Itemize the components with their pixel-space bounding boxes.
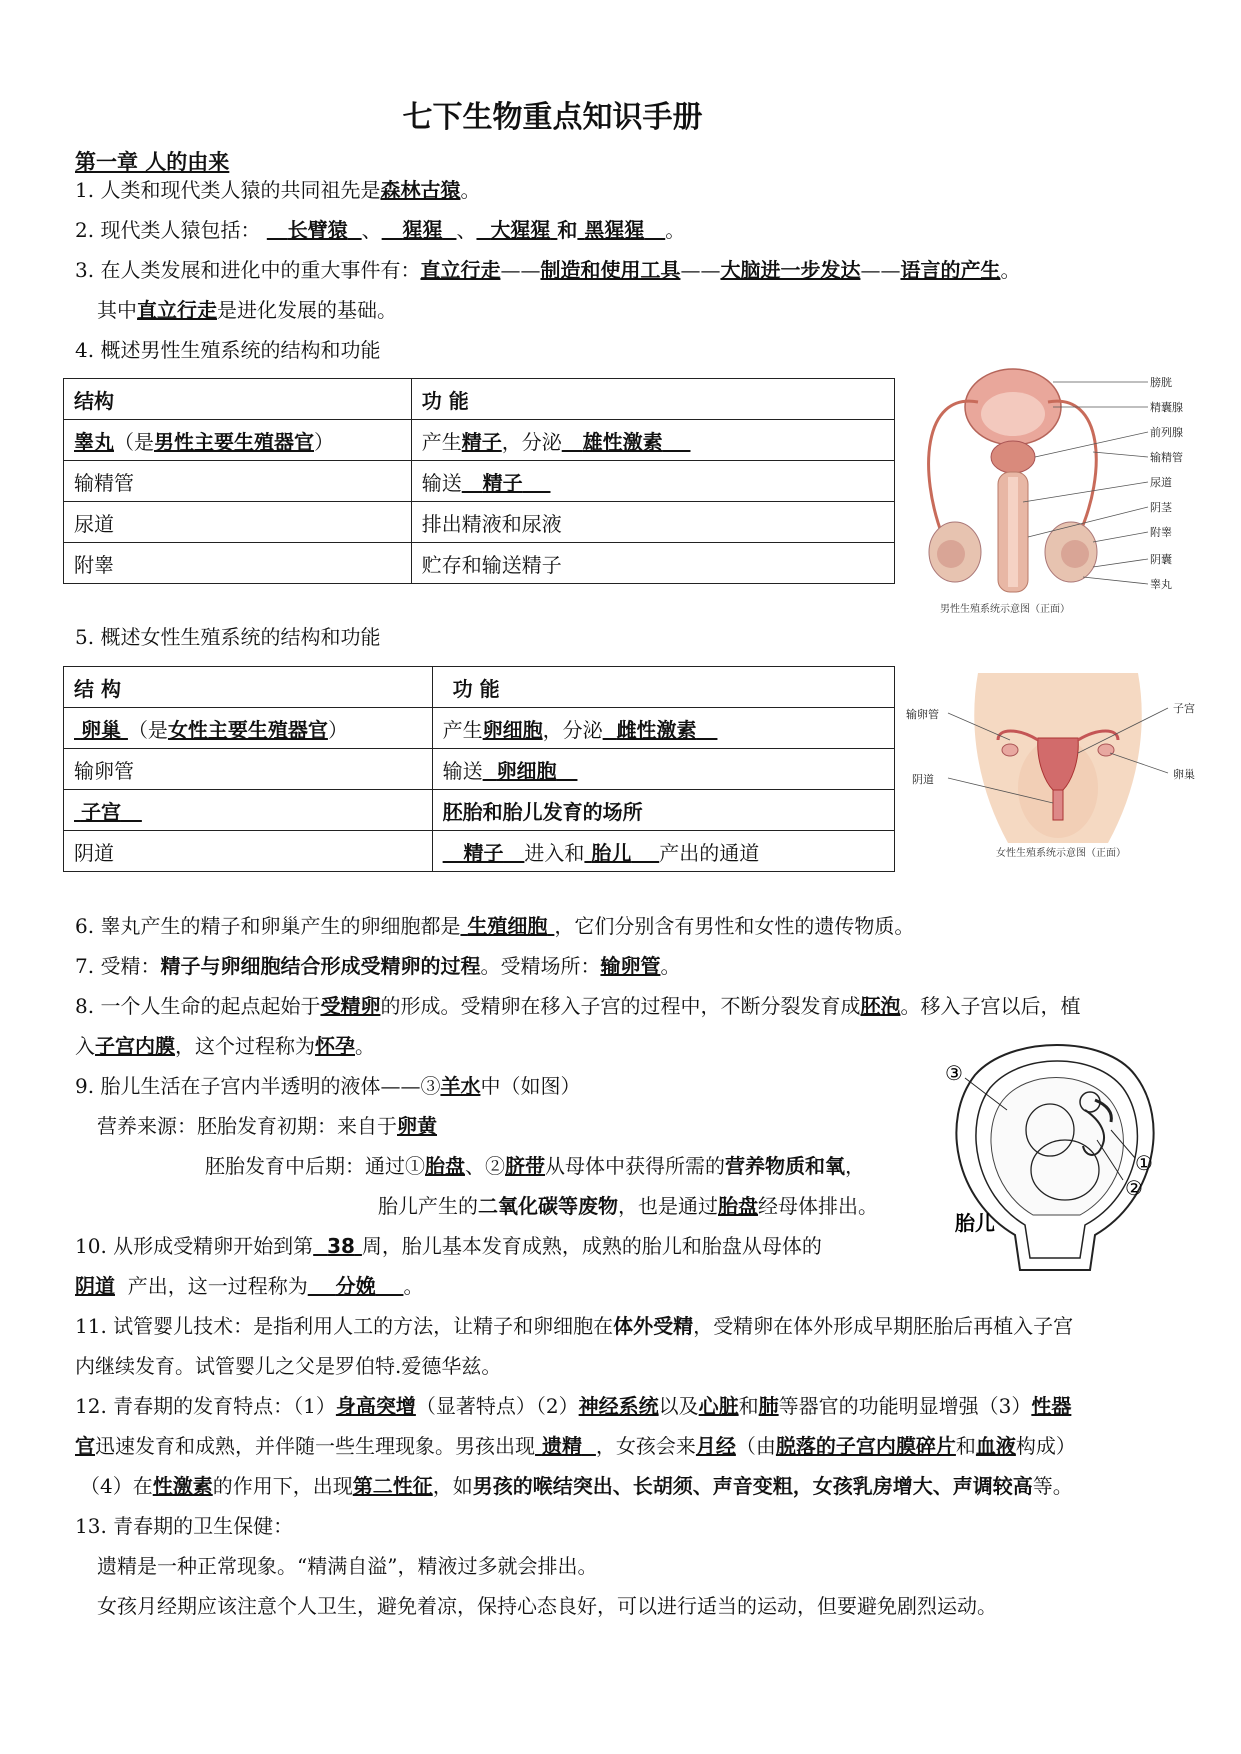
answer: 长臂猿 — [287, 218, 348, 242]
table-row: 输卵管 输送 卵细胞 — [64, 749, 895, 790]
figure-caption: 女性生殖系统示意图（正面） — [996, 848, 1126, 859]
marker-umbilical-cord: ② — [1125, 1176, 1143, 1200]
item-9-waste: 胎儿产生的二氧化碳等废物，也是通过胎盘经母体排出。 — [378, 1194, 878, 1218]
table-row: 尿道 排出精液和尿液 — [64, 502, 895, 543]
item-10: 10. 从形成受精卵开始到第 38 周，胎儿基本发育成熟，成熟的胎儿和胎盘从母体的 — [75, 1234, 822, 1258]
label-uterus: 子宫 — [1173, 702, 1195, 715]
item-12: 12. 青春期的发育特点：（1）身高突增（显著特点）（2）神经系统以及心脏和肺等器官的功能明显增强（3）性器 — [75, 1394, 1072, 1418]
label-seminal-vesicle: 精囊腺 — [1150, 401, 1183, 414]
female-reproductive-diagram — [898, 668, 1218, 863]
table-row: 阴道 精子 进入和 胎儿 产出的通道 — [64, 831, 895, 872]
answer: 猩猩 — [402, 218, 443, 242]
marker-placenta: ① — [1135, 1151, 1153, 1175]
item-8-cont: 入子宫内膜，这个过程称为怀孕。 — [75, 1034, 375, 1058]
item-8: 8. 一个人生命的起点起始于受精卵的形成。受精卵在移入子宫的过程中，不断分裂发育成胚泡。移入子宫以后，植 — [75, 994, 1081, 1018]
answer: 黑猩猩 — [584, 218, 645, 242]
table-row: 睾丸（是男性主要生殖器官） 产生精子，分泌 雄性激素 — [64, 420, 895, 461]
label-scrotum: 阴囊 — [1150, 553, 1172, 566]
label-penis: 阴茎 — [1150, 501, 1172, 514]
item-4: 4. 概述男性生殖系统的结构和功能 — [75, 338, 381, 362]
page-title: 七下生物重点知识手册 — [402, 100, 703, 135]
item-1: 1. 人类和现代类人猿的共同祖先是森林古猿。 — [75, 178, 481, 202]
table-header: 结构 功 能 — [64, 379, 895, 420]
figure-caption: 男性生殖系统示意图（正面） — [940, 604, 1070, 615]
item-3: 3. 在人类发展和进化中的重大事件有：直立行走——制造和使用工具——大脑进一步发达——语言的产生。 — [75, 258, 1021, 282]
item-5: 5. 概述女性生殖系统的结构和功能 — [75, 625, 381, 649]
item-6: 6. 睾丸产生的精子和卵巢产生的卵细胞都是 生殖细胞 ，它们分别含有男性和女性的遗传物质。 — [75, 914, 915, 938]
item-2: 2. 现代类人猿包括： 长臂猿 、 猩猩 、 大猩猩 和 黑猩猩 。 — [75, 218, 686, 242]
label-bladder: 膀胱 — [1150, 376, 1172, 389]
table-row: 输精管 输送 精子 — [64, 461, 895, 502]
table-row: 子宫 胚胎和胎儿发育的场所 — [64, 790, 895, 831]
label-urethra: 尿道 — [1150, 476, 1172, 489]
label-testis: 睾丸 — [1150, 578, 1172, 591]
item-13-b: 女孩月经期应该注意个人卫生，避免着凉，保持心态良好，可以进行适当的运动，但要避免剧烈运动。 — [97, 1594, 997, 1618]
table-row: 附睾 贮存和输送精子 — [64, 543, 895, 584]
table-header: 结 构 功 能 — [64, 667, 895, 708]
item-9-nutrition: 营养来源：胚胎发育初期：来自于卵黄 — [97, 1114, 437, 1138]
answer: 大猩猩 — [490, 218, 551, 242]
label-vas-deferens: 输精管 — [1150, 451, 1183, 464]
label-oviduct: 输卵管 — [906, 708, 939, 721]
item-11-cont: 内继续发育。试管婴儿之父是罗伯特.爱德华兹。 — [75, 1354, 502, 1378]
item-7: 7. 受精：精子与卵细胞结合形成受精卵的过程。受精场所：输卵管。 — [75, 954, 681, 978]
male-structure-table — [63, 378, 895, 584]
item-9: 9. 胎儿生活在子宫内半透明的液体——③羊水中（如图） — [75, 1074, 581, 1098]
item-13-a: 遗精是一种正常现象。“精满自溢”，精液过多就会排出。 — [97, 1554, 598, 1578]
item-12-cont: 官迅速发育和成熟，并伴随一些生理现象。男孩出现 遗精 ，女孩会来月经（由脱落的子宫内膜碎片和血液构成） — [75, 1434, 1076, 1458]
item-13: 13. 青春期的卫生保健： — [75, 1514, 294, 1538]
label-epididymis: 附睾 — [1150, 526, 1172, 539]
answer: 森林古猿 — [380, 178, 461, 202]
chapter-heading: 第一章 人的由来 — [75, 150, 230, 174]
label-fetus: 胎儿 — [955, 1211, 995, 1235]
female-structure-table — [63, 666, 895, 872]
item-3-note: 其中直立行走是进化发展的基础。 — [97, 298, 397, 322]
label-prostate: 前列腺 — [1150, 426, 1183, 439]
item-9-mid: 胚胎发育中后期：通过①胎盘、②脐带从母体中获得所需的营养物质和氧， — [205, 1154, 865, 1178]
male-reproductive-diagram — [903, 362, 1203, 622]
item-12-cont2: （4）在性激素的作用下，出现第二性征，如男孩的喉结突出、长胡须、声音变粗，女孩乳房增大、声调较高等。 — [80, 1474, 1073, 1498]
item-11: 11. 试管婴儿技术：是指利用人工的方法，让精子和卵细胞在体外受精，受精卵在体外形成早期胚胎后再植入子宫 — [75, 1314, 1074, 1338]
item-10-cont: 阴道 产出，这一过程称为 分娩 。 — [75, 1274, 424, 1298]
table-row: 卵巢 （是女性主要生殖器官） 产生卵细胞，分泌 雌性激素 — [64, 708, 895, 749]
marker-amniotic-fluid: ③ — [945, 1061, 963, 1085]
label-vagina: 阴道 — [912, 773, 934, 786]
label-ovary: 卵巢 — [1173, 768, 1195, 781]
fetus-diagram — [935, 1040, 1175, 1280]
